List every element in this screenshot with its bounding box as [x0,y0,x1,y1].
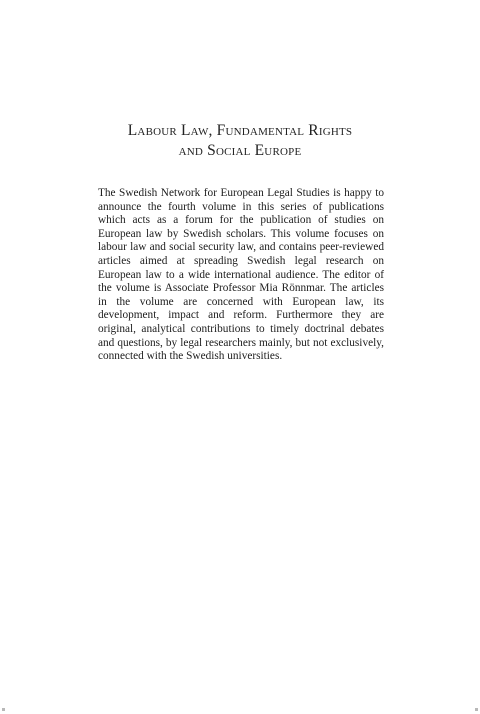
book-description: The Swedish Network for European Legal Studies is happy to announce the fourth volume in this series of publications which acts as a forum for the publication of studies on European law by Swedish scholars. This volume focuses on labour law and social security law, and contains peer-reviewed articles aimed at spreading Swedish legal research on European law to a wide international audience. The editor of the volume is Associate Professor Mia Rönnmar. The articles in the volume are concerned with European law, its development, impact and reform. Furthermore they are original, analytical contributions to timely doctrinal debates and questions, by legal researchers mainly, but not exclusively, connected with the Swedish universities. [98,187,384,363]
corner-mark-bottom-left [2,708,5,711]
title-line-2: and Social Europe [178,142,302,159]
title-line-1: Labour Law, Fundamental Rights [127,122,353,139]
corner-mark-bottom-right [475,708,478,711]
book-title [0,121,480,161]
